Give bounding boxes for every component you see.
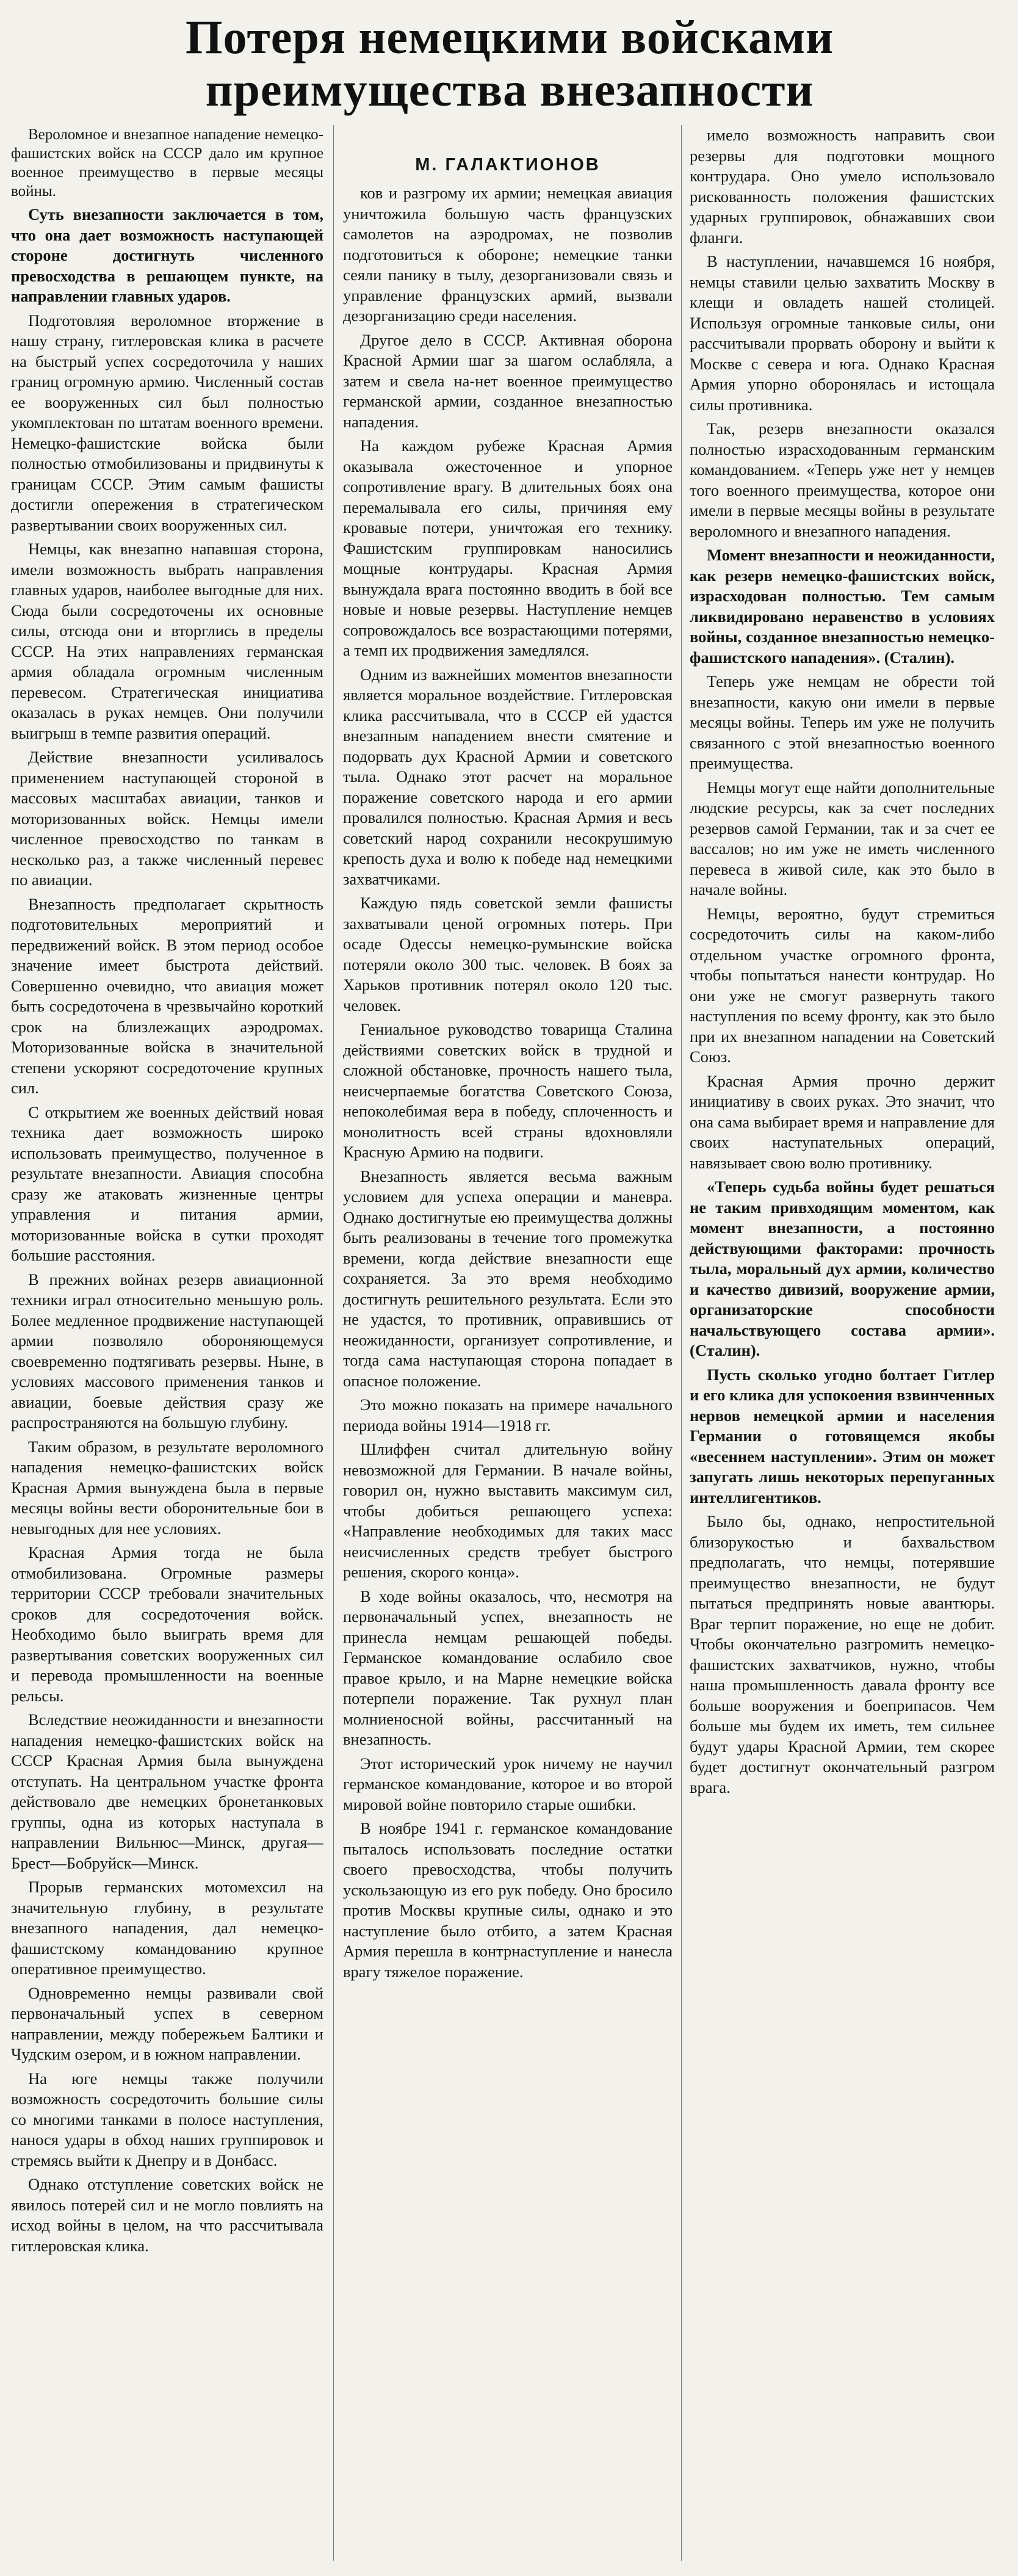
article-paragraph: Одновременно немцы развивали свой первоначальный успех в северном направлении, между побережьем Балтики и Чудским озером, и в южном направлении. [11, 1983, 323, 2063]
article-paragraph: Момент внезапности и неожиданности, как резерв немецко-фашистских войск, израсходован полностью. Тем самым ликвидировано неравенство в условиях войны, созданное внезапностью немецко-фашистского нападения». (Сталин). [690, 546, 995, 667]
article-paragraph: На юге немцы также получили возможность сосредоточить большие силы со многими танками в полосе наступления, нанося удары в обход наших группировок и стремясь выйти к Днепру и в Донбасс. [11, 2069, 323, 2169]
article-paragraph: ков и разгрому их армии; немецкая авиация уничтожила большую часть французских самолетов на аэродромах, не позволив подготовиться к обороне; немецкие танки сеяли панику в тылу, дезорганизовали связь и управление французских армий, вызвали дезорганизацию среди населения. [343, 184, 673, 325]
article-paragraph: Пусть сколько угодно болтает Гитлер и его клика для успокоения взвинченных нервов немецкой армии и населения Германии о готовящемся якобы «весеннем наступлении». Этим он может запугать лишь некоторых перепуганных интеллигентиков. [690, 1365, 995, 1507]
article-paragraph: Шлиффен считал длительную войну невозможной для Германии. В начале войны, говорил он, нужно выставить максимум сил, чтобы добиться решающего успеха: «Направление необходимых для таких масс неисчисленных средств требует быстрого решения, скорого конца». [343, 1440, 673, 1581]
article-paragraph: Гениальное руководство товарища Сталина действиями советских войск в трудной и сложной обстановке, прочность нашего тыла, неисчерпаемые богатства Советского Союза, непоколебимая вера в победу, сплоченность и монолитность всей страны вдохновляли Красную Армию на подвиги. [343, 1020, 673, 1161]
article-paragraph: Таким образом, в результате вероломного нападения немецко-фашистских войск Красная Армия вынуждена была в первые месяцы войны вести оборонительные бои в невыгодных для нее условиях. [11, 1437, 323, 1538]
article-paragraph: На каждом рубеже Красная Армия оказывала ожесточенное и упорное сопротивление врагу. В длительных боях она перемалывала его силы, причиняя ему кровавые потери, уничтожая его технику. Фашистским группировкам наносились мощные контрудары. Красная Армия вынуждала врага постоянно вводить в бой все новые и новые резервы. Наступление немцев сопровождалось все возрастающими потерями, а темп их продвижения замедлялся. [343, 436, 673, 659]
article-paragraph: Красная Армия тогда не была отмобилизована. Огромные размеры территории СССР требовали значительных сроков для сосредоточения войск. Необходимо было выиграть время для развертывания советских вооруженных сил и перевода промышленности на военные рельсы. [11, 1543, 323, 1705]
article-column-3 [690, 125, 995, 2561]
column-divider [333, 125, 334, 2561]
article-paragraph: Немцы могут еще найти дополнительные людские ресурсы, как за счет последних резервов самой Германии, так и за счет ее вассалов; но им уже не иметь численного перевеса в живой силе, как это было в начале войны. [690, 778, 995, 899]
article-column-1 [11, 125, 323, 2561]
article-paragraph: имело возможность направить свои резервы для подготовки мощного контрудара. Оно умело использовало рискованность положения фашистских ударных группировок, обнажавших свои фланги. [690, 126, 995, 247]
article-paragraph: Было бы, однако, непростительной близорукостью и бахвальством предполагать, что немцы, потерявшие преимущество внезапности, не будут пытаться предпринять новые авантюры. Враг терпит поражение, но еще не добит. Чтобы окончательно разгромить немецко-фашистских захватчиков, нужно, чтобы наша промышленность давала фронту все больше вооружения и боеприпасов. Чем больше мы будем их иметь, тем сильнее будут удары Красной Армии, тем скорее будет достигнут окончательный разгром врага. [690, 1512, 995, 1796]
article-paragraph: В ходе войны оказалось, что, несмотря на первоначальный успех, внезапность не принесла немцам решающей победы. Германское командование ослабило свое правое крыло, и на Марне немецкие войска потерпели поражение. Так рухнул план молниеносной войны, рассчитанный на внезапность. [343, 1586, 673, 1748]
article-paragraph: «Теперь судьба войны будет решаться не таким привходящим моментом, как момент внезапности, а постоянно действующими факторами: прочность тыла, моральный дух армии, количество и качество дивизий, вооружение армии, организаторские способности начальствующего состава армии». (Сталин). [690, 1178, 995, 1359]
article-paragraph: С открытием же военных действий новая техника дает возможность широко использовать преимущество, полученное в результате внезапности. Авиация способна сразу же атаковать жизненные центры управления и питания армии, моторизованные войска в сутки проходят большие расстояния. [11, 1102, 323, 1264]
article-paragraph: Внезапность является весьма важным условием для успеха операции и маневра. Однако достигнутые ею преимущества должны быть реализованы в течение того промежутка времени, когда действие внезапности еще сохраняется. За это время необходимо достигнуть решительного результата. Если это не удастся, то противник, оправившись от неожиданности, организует сопротивление, и тогда сама наступающая сторона попадает в опасное положение. [343, 1167, 673, 1390]
article-paragraph: Прорыв германских мотомехсил на значительную глубину, в результате внезапного нападения, дал немецко-фашистскому командованию крупное оперативное преимущество. [11, 1878, 323, 1978]
article-headline: Потеря немецкими войсками преимущества внезапности [185, 10, 834, 116]
article-paragraph: Другое дело в СССР. Активная оборона Красной Армии шаг за шагом ослабляла, а затем и свела на-нет военное преимущество германской армии, созданное внезапностью нападения. [343, 330, 673, 431]
article-paragraph: Немцы, как внезапно напавшая сторона, имели возможность выбрать направления главных ударов, наиболее выгодные для них. Сюда были сосредоточены их основные силы, отсюда они и вторглись в пределы СССР. На этих направлениях германская армия обладала огромным численным перевесом. Стратегическая инициатива оказалась в руках немцев. Они получили выигрыш в темпе развития операций. [11, 540, 323, 742]
article-paragraph: Красная Армия прочно держит инициативу в своих руках. Это значит, что она сама выбирает время и направление для своих наступательных операций, навязывает свою волю противнику. [690, 1071, 995, 1172]
article-paragraph: В прежних войнах резерв авиационной техники играл относительно меньшую роль. Более медленное продвижение наступающей армии позволяло обороняющемуся своевременно подтягивать резервы. Ныне, в условиях массового применения танков и авиации, боевые действия сразу же распространяются на большую глубину. [11, 1270, 323, 1431]
article-paragraph: Действие внезапности усиливалось применением наступающей стороной в массовых масштабах авиации, танков и моторизованных войск. Немцы имели численное превосходство по танкам в несколько раз, а также численный перевес по авиации. [11, 748, 323, 889]
article-paragraph: В наступлении, начавшемся 16 ноября, немцы ставили целью захватить Москву в клещи и овладеть нашей столицей. Используя огромные танковые силы, они рассчитывали прорвать оборону и выйти к Москве с севера и юга. Однако Красная Армия упорно оборонялась и истощала силы противника. [690, 252, 995, 414]
article-paragraph: В ноябре 1941 г. германское командование пыталось использовать последние остатки своего превосходства, чтобы получить ускользающую из его рук победу. Оно бросило против Москвы крупные силы, однако и это наступление было отбито, а затем Красная Армия перешла в контрнаступление и нанесла врагу тяжелое поражение. [343, 1819, 673, 1981]
article-paragraph: Однако отступление советских войск не явилось потерей сил и не могло повлиять на исход войны в целом, на что рассчитывала гитлеровская клика. [11, 2175, 323, 2255]
article-paragraph: Теперь уже немцам не обрести той внезапности, какую они имели в первые месяцы войны. Теперь им уже не получить связанного с этой внезапностью военного преимущества. [690, 672, 995, 772]
article-byline: М. ГАЛАКТИОНОВ [415, 155, 601, 175]
article-paragraph: Немцы, вероятно, будут стремиться сосредоточить силы на каком-либо отдельном участке огромного фронта, чтобы попытаться нанести контрудар. Но они уже не смогут развернуть такого наступления по всему фронту, как это было при их внезапном нападении на Советский Союз. [690, 904, 995, 1066]
article-paragraph: Это можно показать на примере начального периода войны 1914—1918 гг. [343, 1395, 673, 1435]
article-paragraph: Подготовляя вероломное вторжение в нашу страну, гитлеровская клика в расчете на быстрый успех сосредоточила у наших границ огромную армию. Численный состав ее вооруженных сил был полностью укомплектован по штатам военного времени. Немецко-фашистские войска были полностью отмобилизованы и придвинуты к границам СССР. Этим самым фашисты достигли опережения в стратегическом развертывании своих вооруженных сил. [11, 311, 323, 534]
article-paragraph: Одним из важнейших моментов внезапности является моральное воздействие. Гитлеровская клика рассчитывала, что в СССР ей удастся внезапным нападением внести смятение и подорвать дух Красной Армии и советского тыла. Однако этот расчет на моральное поражение советского народа и его армии провалился полностью. Красная Армия и весь советский народ сохранили несокрушимую крепость духа и волю к победе над немецкими захватчиками. [343, 665, 673, 888]
article-paragraph: Каждую пядь советской земли фашисты захватывали ценой огромных потерь. При осаде Одессы немецко-румынские войска потеряли около 300 тыс. человек. В боях за Харьков противник потерял около 120 тыс. человек. [343, 894, 673, 1015]
article-paragraph: Внезапность предполагает скрытность подготовительных мероприятий и передвижений войск. В этом период особое значение имеет быстрота действий. Совершенно очевидно, что авиация может быть сосредоточена в чрезвычайно короткий срок на близлежащих аэродромах. Моторизованные войска в значительной степени ускоряют сосредоточение крупных сил. [11, 894, 323, 1097]
article-paragraph: Так, резерв внезапности оказался полностью израсходованным германским командованием. «Теперь уже нет у немцев того военного преимущества, которое они имели в первые месяцы войны в результате вероломного и внезапного нападения. [690, 419, 995, 540]
article-column-2 [343, 183, 673, 2561]
article-paragraph: Этот исторический урок ничему не научил германское командование, которое и во второй мировой войне повторило старые ошибки. [343, 1754, 673, 1814]
article-paragraph: Вероломное и внезапное нападение немецко-фашистских войск на СССР дало им крупное военное преимущество в первые месяцы войны. [11, 126, 323, 200]
column-divider [681, 125, 682, 2561]
article-paragraph: Вследствие неожиданности и внезапности нападения немецко-фашистских войск на СССР Красная Армия была вынуждена отступать. На центральном участке фронта действовало две немецких бронетанковых группы, одна из которых наступала в направлении Вильнюс—Минск, другая—Брест—Бобруйск—Минск. [11, 1710, 323, 1872]
article-paragraph: Суть внезапности заключается в том, что она дает возможность наступающей стороне достигнуть численного превосходства в решающем пункте, на направлении главных ударов. [11, 205, 323, 305]
